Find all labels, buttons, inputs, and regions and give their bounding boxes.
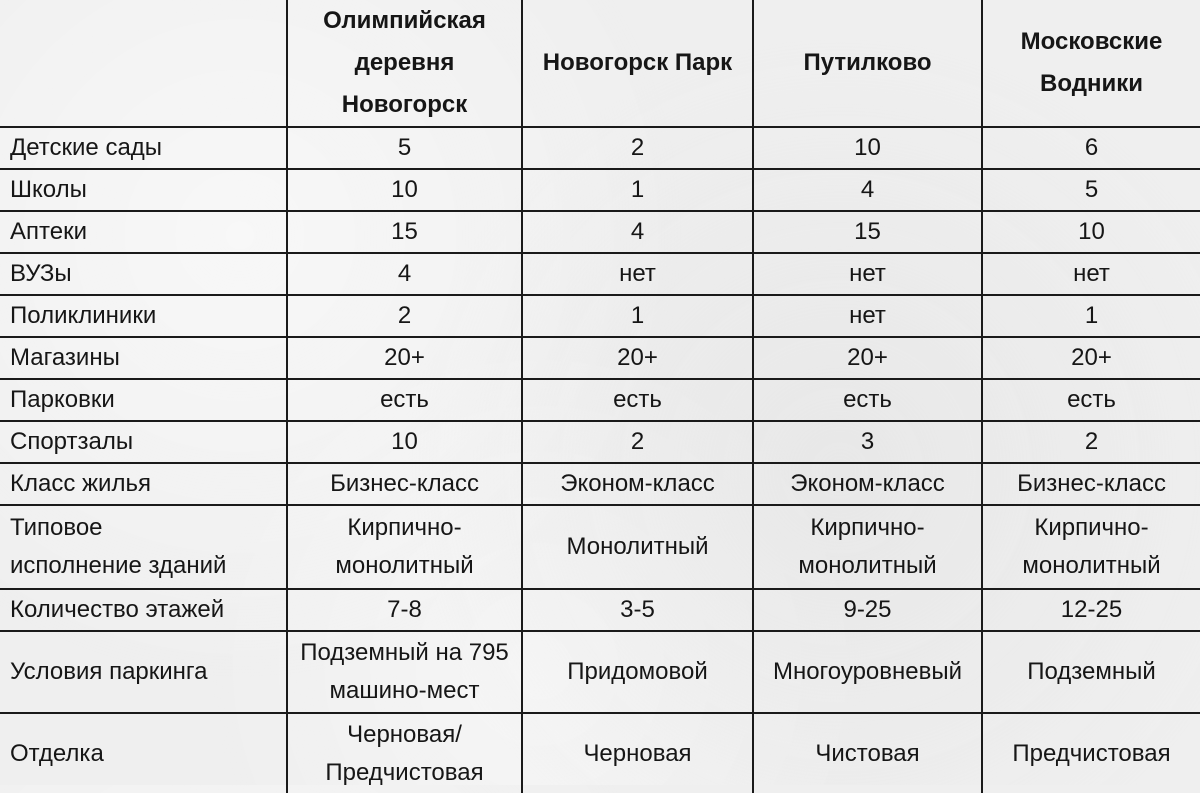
header-olympic-village: Олимпийская деревня Новогорск [287, 0, 522, 127]
table-row [0, 713, 1200, 793]
table-cell: 4 [522, 211, 753, 253]
table-cell: Подземный [982, 631, 1200, 713]
table-cell: 15 [287, 211, 522, 253]
table-cell: нет [753, 295, 982, 337]
row-label: Спортзалы [0, 421, 287, 463]
table-cell: 3 [753, 421, 982, 463]
header-corner [0, 0, 287, 127]
header-novogorsk-park: Новогорск Парк [522, 0, 753, 127]
table-cell: Кирпично-монолитный [287, 505, 522, 589]
table-cell: Бизнес-класс [982, 463, 1200, 505]
table-cell: 2 [522, 421, 753, 463]
table-row [0, 295, 1200, 337]
table-cell: Бизнес-класс [287, 463, 522, 505]
table-cell: 10 [753, 127, 982, 169]
table-cell: 1 [522, 295, 753, 337]
table-cell: 3-5 [522, 589, 753, 631]
row-label: Школы [0, 169, 287, 211]
table-row [0, 463, 1200, 505]
table-cell: 5 [982, 169, 1200, 211]
table-row [0, 421, 1200, 463]
row-label: Условия паркинга [0, 631, 287, 713]
table-cell: Подземный на 795 машино-мест [287, 631, 522, 713]
table-row [0, 589, 1200, 631]
table-cell: нет [982, 253, 1200, 295]
table-row [0, 211, 1200, 253]
table-cell: 10 [287, 169, 522, 211]
table-cell: Черновая [522, 713, 753, 793]
row-label: ВУЗы [0, 253, 287, 295]
table-cell: Эконом-класс [753, 463, 982, 505]
table-cell: 10 [287, 421, 522, 463]
row-label: Класс жилья [0, 463, 287, 505]
table-row [0, 379, 1200, 421]
row-label: Аптеки [0, 211, 287, 253]
table-cell: 2 [287, 295, 522, 337]
table-cell: есть [982, 379, 1200, 421]
table-row [0, 337, 1200, 379]
table-cell: 5 [287, 127, 522, 169]
row-label: Магазины [0, 337, 287, 379]
table-cell: 12-25 [982, 589, 1200, 631]
table-cell: Предчистовая [982, 713, 1200, 793]
row-label: Детские сады [0, 127, 287, 169]
header-row [0, 0, 1200, 127]
table-cell: 6 [982, 127, 1200, 169]
table-cell: 20+ [287, 337, 522, 379]
table-cell: Чистовая [753, 713, 982, 793]
header-moskovskie-vodniki: Московские Водники [982, 0, 1200, 127]
table-cell: 2 [522, 127, 753, 169]
table-cell: нет [753, 253, 982, 295]
table-cell: 20+ [522, 337, 753, 379]
table-row [0, 127, 1200, 169]
table-cell: 10 [982, 211, 1200, 253]
table-cell: Многоуровневый [753, 631, 982, 713]
table-cell: Эконом-класс [522, 463, 753, 505]
table-cell: есть [753, 379, 982, 421]
table-cell: 7-8 [287, 589, 522, 631]
table-cell: Придомовой [522, 631, 753, 713]
table-cell: есть [522, 379, 753, 421]
table-cell: Монолитный [522, 505, 753, 589]
table-cell: 1 [522, 169, 753, 211]
table-cell: 15 [753, 211, 982, 253]
table-cell: 20+ [753, 337, 982, 379]
header-putilkovo: Путилково [753, 0, 982, 127]
table-cell: 1 [982, 295, 1200, 337]
row-label: Типовое исполнение зданий [0, 505, 287, 589]
table-cell: нет [522, 253, 753, 295]
table-cell: 20+ [982, 337, 1200, 379]
table-row [0, 169, 1200, 211]
row-label: Количество этажей [0, 589, 287, 631]
table-cell: Кирпично-монолитный [982, 505, 1200, 589]
table-cell: 4 [287, 253, 522, 295]
table-cell: есть [287, 379, 522, 421]
table-row [0, 631, 1200, 713]
table-cell: 4 [753, 169, 982, 211]
table-cell: 2 [982, 421, 1200, 463]
table-row [0, 253, 1200, 295]
row-label: Отделка [0, 713, 287, 793]
table-cell: Черновая/ Предчистовая [287, 713, 522, 793]
row-label: Поликлиники [0, 295, 287, 337]
table-cell: Кирпично-монолитный [753, 505, 982, 589]
table-cell: 9-25 [753, 589, 982, 631]
table-row [0, 505, 1200, 589]
row-label: Парковки [0, 379, 287, 421]
